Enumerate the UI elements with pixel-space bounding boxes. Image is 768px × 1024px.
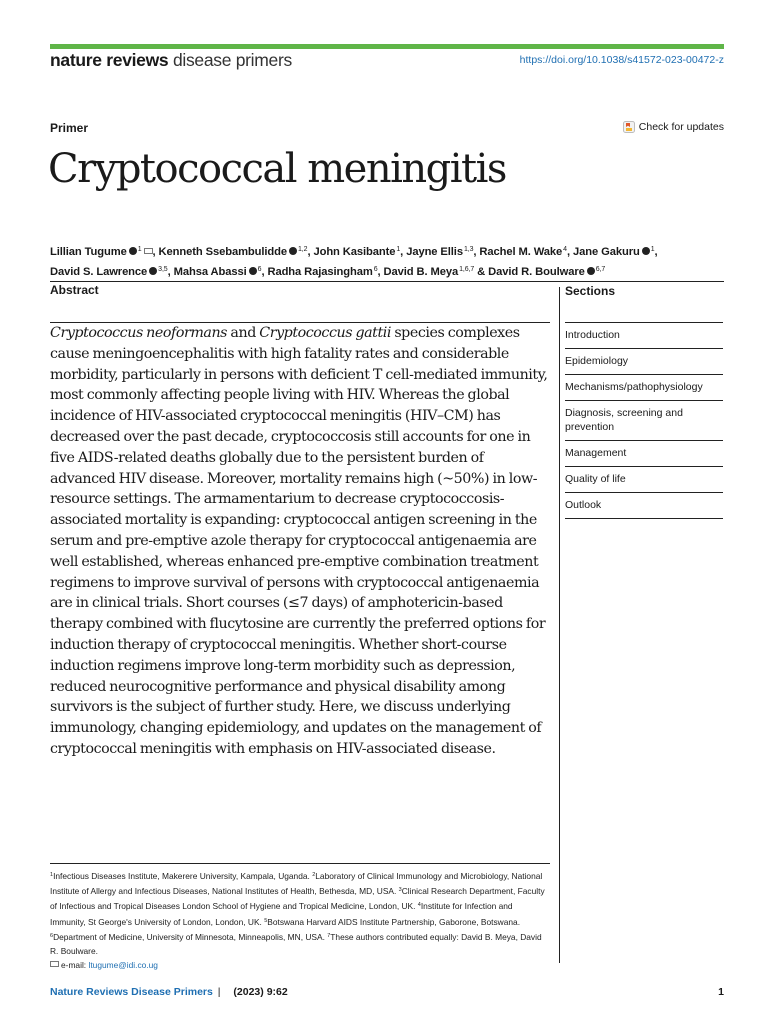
- section-link[interactable]: Outlook: [565, 493, 723, 519]
- author-name: David B. Meya: [383, 266, 459, 278]
- section-link[interactable]: Management: [565, 441, 723, 467]
- author-separator: ,: [377, 266, 384, 278]
- section-link[interactable]: Quality of life: [565, 467, 723, 493]
- author-separator: ,: [654, 246, 658, 258]
- check-for-updates-button[interactable]: [623, 121, 724, 133]
- author-list: [50, 241, 730, 281]
- author[interactable]: [159, 246, 308, 258]
- section-link[interactable]: Mechanisms/pathophysiology: [565, 375, 723, 401]
- author[interactable]: [174, 266, 262, 278]
- orcid-icon[interactable]: [289, 247, 297, 255]
- author-affiliation-ref: 6: [257, 266, 262, 273]
- author-name: David S. Lawrence: [50, 266, 148, 278]
- sections-nav: [565, 322, 723, 519]
- author[interactable]: [267, 266, 377, 278]
- author-affiliation-ref: 1: [137, 246, 142, 253]
- affiliation-text: Department of Medicine, University of Minnesota, Minneapolis, MN, USA.: [53, 931, 328, 942]
- author-separator: ,: [167, 266, 174, 278]
- page-number: 1: [718, 986, 724, 998]
- sections-heading: Sections: [565, 284, 616, 298]
- section-link[interactable]: Epidemiology: [565, 349, 723, 375]
- author[interactable]: [313, 246, 400, 258]
- affiliation-text: These authors contributed equally: David B. Meya, David R. Boulware.: [50, 931, 542, 957]
- author-affiliation-ref: 1,6,7: [459, 266, 475, 273]
- check-updates-icon: [623, 121, 635, 133]
- abstract-body: species complexes cause meningoencephalitis with high fatality rates and considerable morbidity, particularly in persons with deficient T cell-mediated immunity, most commonly affecting people living with HIV. Whereas the global incidence of HIV-associated cryptococcal meningitis (HIV–CM) has decreased over the past decade, cryptococcosis still accounts for one in five AIDS-related deaths globally due to the persistent burden of advanced HIV disease. Moreover, mortality remains high (~50%) in low-resource settings. The armamentarium to decrease cryptococcosis-associated mortality is expanding: cryptococcal antigen screening in the serum and pre-emptive azole therapy for cryptococcal antigenaemia are well established, whereas enhanced pre-emptive combination treatment regimens to improve survival of persons with cryptococcal antigenaemia are in clinical trials. Short courses (≤7 days) of amphotericin-based therapy combined with flucytosine are currently the preferred options for induction therapy of cryptococcal meningitis. Whether short-course induction regimens improve long-term morbidity such as depression, reduced neurocognitive performance and physical disability among survivors is the subject of further study. Here, we discuss underlying immunology, changing epidemiology, and updates on the management of cryptococcal meningitis with emphasis on HIV-associated disease.: [50, 325, 548, 757]
- footer-journal[interactable]: Nature Reviews Disease Primers: [50, 986, 213, 998]
- abstract-conjunction: and: [227, 325, 260, 341]
- affiliation-number: 1: [50, 872, 54, 878]
- article-type: Primer: [50, 121, 89, 135]
- header-divider: [50, 281, 724, 282]
- affiliation-number: 5: [264, 917, 268, 924]
- author-name: Rachel M. Wake: [479, 246, 563, 258]
- author-separator: ,: [261, 266, 268, 278]
- affiliation-number: 7: [327, 932, 331, 939]
- affiliation-text: Laboratory of Clinical Immunology and Microbiology, National Institute of Allergy and Infectious Diseases, National Institutes of Health, Bethesda, MD, USA.: [50, 871, 543, 897]
- orcid-icon[interactable]: [149, 267, 157, 275]
- check-updates-label: Check for updates: [638, 121, 724, 133]
- author-name: Radha Rajasingham: [267, 266, 373, 278]
- affiliations: [50, 868, 550, 972]
- footer-citation: (2023) 9:62: [233, 986, 288, 998]
- journal-logo-bold: nature reviews: [50, 50, 169, 70]
- author-affiliation-ref: 1: [396, 246, 401, 253]
- author-affiliation-ref: 1,2: [298, 246, 308, 253]
- author[interactable]: [406, 246, 473, 258]
- article-title: Cryptococcal meningitis: [48, 146, 506, 192]
- author-affiliation-ref: 4: [563, 246, 567, 253]
- author[interactable]: [488, 266, 605, 278]
- species-name-1: Cryptococcus neoformans: [50, 325, 228, 341]
- journal-logo-light: disease primers: [172, 50, 292, 70]
- author-name: David R. Boulware: [488, 266, 585, 278]
- orcid-icon[interactable]: [249, 267, 257, 275]
- author-affiliation-ref: 6: [373, 266, 378, 273]
- affiliation-text: Institute for Infection and Immunity, St George's University of London, London, UK.: [50, 901, 513, 927]
- author-separator: ,: [400, 246, 407, 258]
- doi-link[interactable]: https://doi.org/10.1038/s41572-023-00472-z: [519, 54, 724, 66]
- affiliation-text: Botswana Harvard AIDS Institute Partnership, Gaborone, Botswana.: [267, 916, 521, 927]
- author-name: Jane Gakuru: [573, 246, 640, 258]
- species-name-2: Cryptococcus gattii: [259, 325, 391, 341]
- orcid-icon[interactable]: [129, 247, 137, 255]
- journal-logo[interactable]: [50, 50, 292, 71]
- email-label: e-mail:: [61, 960, 89, 971]
- affiliation-number: 4: [417, 902, 421, 909]
- author[interactable]: [50, 266, 168, 278]
- column-divider: [559, 287, 560, 963]
- mail-icon: [50, 961, 59, 967]
- section-link[interactable]: Diagnosis, screening and prevention: [565, 401, 723, 441]
- author-name: Lillian Tugume: [50, 246, 127, 258]
- footer-separator: |: [217, 986, 221, 998]
- orcid-icon[interactable]: [587, 267, 595, 275]
- author-name: Jayne Ellis: [406, 246, 463, 258]
- orcid-icon[interactable]: [642, 247, 650, 255]
- author-affiliation-ref: 3,5: [158, 266, 168, 273]
- affiliation-number: 2: [312, 872, 316, 878]
- author[interactable]: [573, 246, 654, 258]
- author-affiliation-ref: 1,3: [463, 246, 474, 253]
- affiliations-divider: [50, 863, 550, 864]
- affiliation-text: Clinical Research Department, Faculty of Infectious and Tropical Diseases London School of Hygiene and Tropical Medicine, London, UK.: [50, 886, 545, 912]
- affiliation-number: 6: [50, 932, 54, 939]
- author[interactable]: [479, 246, 567, 258]
- page-footer: [50, 986, 724, 998]
- author-separator: ,: [152, 246, 159, 258]
- author-affiliation-ref: 1: [650, 246, 655, 253]
- author-affiliation-ref: 6,7: [595, 266, 606, 273]
- journal-accent-bar: [50, 44, 724, 49]
- author-name: Mahsa Abassi: [173, 266, 247, 278]
- author[interactable]: [384, 266, 475, 278]
- author-separator: &: [474, 266, 489, 278]
- author[interactable]: [50, 246, 153, 258]
- section-link[interactable]: Introduction: [565, 322, 723, 349]
- affiliation-number: 3: [398, 887, 402, 894]
- author-name: Kenneth Ssebambulidde: [158, 246, 287, 258]
- email-link[interactable]: ltugume@idi.co.ug: [88, 960, 158, 971]
- abstract-text: [50, 323, 550, 760]
- author-separator: ,: [307, 246, 314, 258]
- author-separator: ,: [566, 246, 573, 258]
- mail-icon[interactable]: [144, 248, 153, 254]
- author-separator: ,: [473, 246, 480, 258]
- abstract-heading: Abstract: [50, 283, 99, 297]
- affiliation-text: Infectious Diseases Institute, Makerere University, Kampala, Uganda.: [53, 871, 313, 881]
- author-name: John Kasibante: [313, 246, 396, 258]
